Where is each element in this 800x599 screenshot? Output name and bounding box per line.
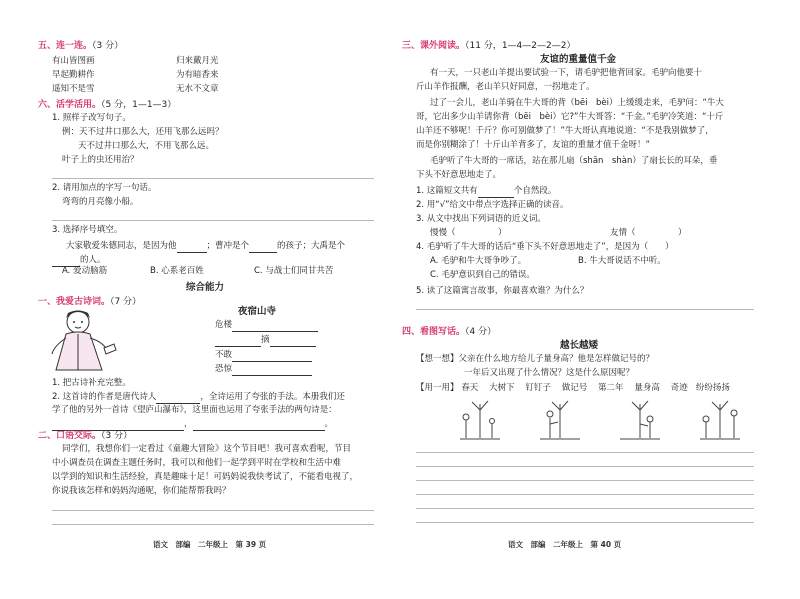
synonym-friendship: 友情（ ） (610, 228, 687, 238)
fill-text: 1. 这篇短文共有 (416, 186, 478, 196)
story-line-5: 山羊还不够呢！千斤？你可别做梦了！”牛大哥认真地说道：“不是我别做梦了， (416, 126, 714, 136)
section-title: 二、口语交际。 (38, 431, 102, 441)
dialogue-line-3: 以学到的知识和生活经验，真是趣味十足！可妈妈说我快考试了，不能看电视了， (52, 472, 359, 482)
fill-blank[interactable] (232, 364, 312, 376)
poem-start: 恐惊 (215, 364, 233, 374)
story-line-7: 毛驴听了牛大哥的一席话，站在那儿扇（shān shàn）了扇长长的耳朵，垂 (430, 156, 718, 166)
section-4-heading (402, 326, 496, 338)
writing-line[interactable] (416, 508, 754, 509)
fill-text: 的人。 (80, 255, 106, 265)
question-1-2b: 学了他的另外一首诗《望庐山瀑布》，这里面也运用了夸张手法的两句诗是： (52, 405, 337, 415)
use-words-row (416, 383, 730, 394)
match-right-3: 无水不文章 (176, 84, 219, 94)
picture-title: 越长越矮 (560, 340, 599, 351)
fill-blank[interactable] (215, 335, 261, 347)
section-score: （11 分，1—4—2—2—2） (465, 41, 576, 51)
story-line-6: 而是你别糊涂了！十斤山羊背多了，友谊的重量才值千金呀！” (416, 140, 650, 150)
option-a: A. 毛驴和牛大哥争吵了。 (430, 256, 527, 266)
example-line-2: 天不过井口那么大，不用飞那么远。 (78, 141, 215, 151)
fill-blank[interactable] (193, 419, 325, 431)
word-5: 第二年 (598, 383, 624, 393)
fill-text: ；曹冲是个 (206, 241, 250, 251)
poem-start: 不敢 (215, 350, 233, 360)
fill-text: ，全诗运用了夸张的手法。本册我们还 (200, 392, 345, 402)
section-2-heading (38, 430, 132, 442)
fill-blank[interactable] (478, 186, 514, 198)
story-line-2: 斤山羊作报酬，老山羊只好同意，一拐地走了。 (416, 82, 595, 92)
match-left-1: 有山皆图画 (52, 56, 95, 66)
question-1-2c: ， 。 (52, 419, 333, 431)
section-score: （4 分） (465, 327, 497, 337)
word-4: 做记号 (561, 383, 588, 393)
answer-line[interactable] (52, 178, 374, 179)
fill-text: 个自然段。 (513, 186, 557, 196)
dialogue-line-1: 同学们，我想你们一定看过《童趣大冒险》这个节目吧！我可喜欢看呢，节目 (62, 444, 352, 454)
section-title: 六、活学活用。 (38, 100, 102, 110)
panel-1-tree-icon (460, 401, 500, 439)
word-1: 春天 (461, 383, 479, 393)
answer-line[interactable] (416, 309, 754, 310)
option-a: A. 爱动脑筋 (62, 266, 108, 276)
fill-blank[interactable] (177, 241, 207, 253)
fill-blank[interactable] (156, 392, 200, 404)
writing-line[interactable] (416, 452, 754, 453)
poet-illustration-icon (44, 308, 120, 374)
question-6-2: 2. 请用加点的字写一句话。 (52, 183, 157, 193)
fill-blank[interactable] (232, 350, 312, 362)
writing-line[interactable] (416, 480, 754, 481)
page-footer: 语文 部编 二年级上 第 40 页 (508, 540, 622, 549)
section-1-heading (38, 296, 141, 308)
story-line-1: 有一天，一只老山羊提出要试验一下，请毛驴把他背回家。毛驴向他要十 (430, 68, 703, 78)
writing-line[interactable] (416, 522, 754, 523)
story-line-3: 过了一会儿，老山羊骑在牛大哥的背（bēi bèi）上缓缓走来，毛驴问：“牛大 (430, 98, 724, 108)
example-line-1: 例：天不过井口那么大，还用飞那么远吗？ (62, 127, 224, 137)
use-label: 【用一用】 (416, 383, 459, 393)
poem-mid: 摘 (261, 335, 270, 345)
section-3-heading (402, 40, 575, 52)
section-title: 一、我爱古诗词。 (38, 297, 111, 307)
fill-blank[interactable] (270, 335, 316, 347)
word-3: 钉钉子 (525, 383, 551, 393)
option-b: B. 心系老百姓 (150, 266, 204, 276)
option-c: C. 毛驴意识到自己的错误。 (430, 270, 535, 280)
match-left-2: 早起勤耕作 (52, 70, 95, 80)
question-1-1: 1. 把古诗补充完整。 (52, 378, 131, 388)
section-score: （7 分） (110, 297, 142, 307)
answer-line[interactable] (52, 524, 374, 525)
poem-start: 危楼 (215, 320, 233, 330)
zonghe-heading: 综合能力 (186, 282, 225, 293)
fill-blank[interactable] (232, 320, 318, 332)
dialogue-line-4: 你说我该怎样和妈妈沟通呢，你们能帮帮我吗？ (52, 486, 231, 496)
question-6-3-text (66, 241, 345, 253)
page-footer: 语文 部编 二年级上 第 39 页 (153, 540, 267, 549)
story-title: 友谊的重量值千金 (540, 54, 617, 65)
fill-text: 。 (324, 419, 334, 429)
story-line-8: 下头不好意思地走了。 (416, 170, 502, 180)
panel-3-tree-icon (620, 401, 660, 439)
picture-panels (460, 398, 760, 440)
fill-text: 2. 这首诗的作者是唐代诗人 (52, 392, 157, 402)
think-line-2: 一年后又出现了什么情况？这是什么原因呢？ (464, 368, 635, 378)
poem-line-1 (215, 320, 318, 332)
question-3-4: 4. 毛驴听了牛大哥的话后“垂下头不好意思地走了”，是因为（ ） (416, 242, 674, 252)
section-score: （3 分） (92, 41, 124, 51)
match-left-3: 遥知不是雪 (52, 84, 95, 94)
question-1-2 (52, 392, 345, 404)
question-3-2: 2. 用“√”给文中带点字选择正确的读音。 (416, 200, 569, 210)
option-c: C. 与战士们同甘共苦 (254, 266, 334, 276)
dialogue-line-2: 中小调查员在调查主题任务时，我可以和他们一起学到平时在学校和生活中难 (52, 458, 342, 468)
fill-blank[interactable] (249, 241, 277, 253)
word-7: 奇迹 (670, 383, 688, 393)
section-6-heading (38, 99, 176, 111)
think-text: 父亲在什么地方给儿子量身高？他是怎样做记号的？ (458, 354, 655, 364)
think-line-1 (416, 354, 654, 365)
question-6-3: 3. 选择序号填空。 (52, 225, 123, 235)
section-title: 四、看图写话。 (402, 327, 466, 337)
poem-line-4 (215, 364, 312, 376)
section-score: （3 分） (101, 431, 133, 441)
think-label: 【想一想】 (416, 354, 459, 364)
question-3-5: 5. 读了这篇寓言故事，你最喜欢谁？为什么？ (416, 286, 589, 296)
poem-title: 夜宿山寺 (238, 306, 277, 317)
answer-line[interactable] (52, 510, 374, 511)
question-3-3: 3. 从文中找出下列词语的近义词。 (416, 214, 546, 224)
match-right-2: 为有暗香来 (176, 70, 219, 80)
story-line-4: 哥，它出多少山羊请你背（bēi bèi）它?”牛大哥答：“千金。”毛驴冷笑道：“十斤 (416, 112, 724, 122)
word-2: 大树下 (489, 383, 515, 393)
fill-text: 大家敬爱朱德同志，是因为他 (66, 241, 177, 251)
writing-line[interactable] (416, 494, 754, 495)
answer-line[interactable] (52, 220, 374, 221)
match-right-1: 归来戴月光 (176, 56, 219, 66)
section-title: 五、连一连。 (38, 41, 93, 51)
question-6-1-sentence: 叶子上的虫还用治？ (62, 155, 139, 165)
section-5-heading (38, 40, 123, 52)
panel-2-tree-icon (540, 401, 580, 439)
question-6-2-sentence: 弯弯的月亮像小船。 (62, 197, 139, 207)
poem-line-3 (215, 350, 312, 362)
section-score: （5 分，1—1—3） (101, 100, 177, 110)
right-page (400, 0, 800, 599)
synonym-slow: 慢慢（ ） (430, 228, 507, 238)
section-title: 三、课外阅读。 (402, 41, 466, 51)
writing-line[interactable] (416, 466, 754, 467)
poem-line-2 (215, 335, 316, 347)
fill-text: 的孩子；大禹是个 (277, 241, 346, 251)
question-3-1 (416, 186, 556, 198)
question-6-1: 1. 照样子改写句子。 (52, 113, 131, 123)
word-6: 量身高 (634, 383, 660, 393)
panel-4-tree-icon (700, 401, 740, 439)
word-8: 纷纷扬扬 (695, 383, 730, 393)
option-b: B. 牛大哥说话不中听。 (578, 256, 666, 266)
